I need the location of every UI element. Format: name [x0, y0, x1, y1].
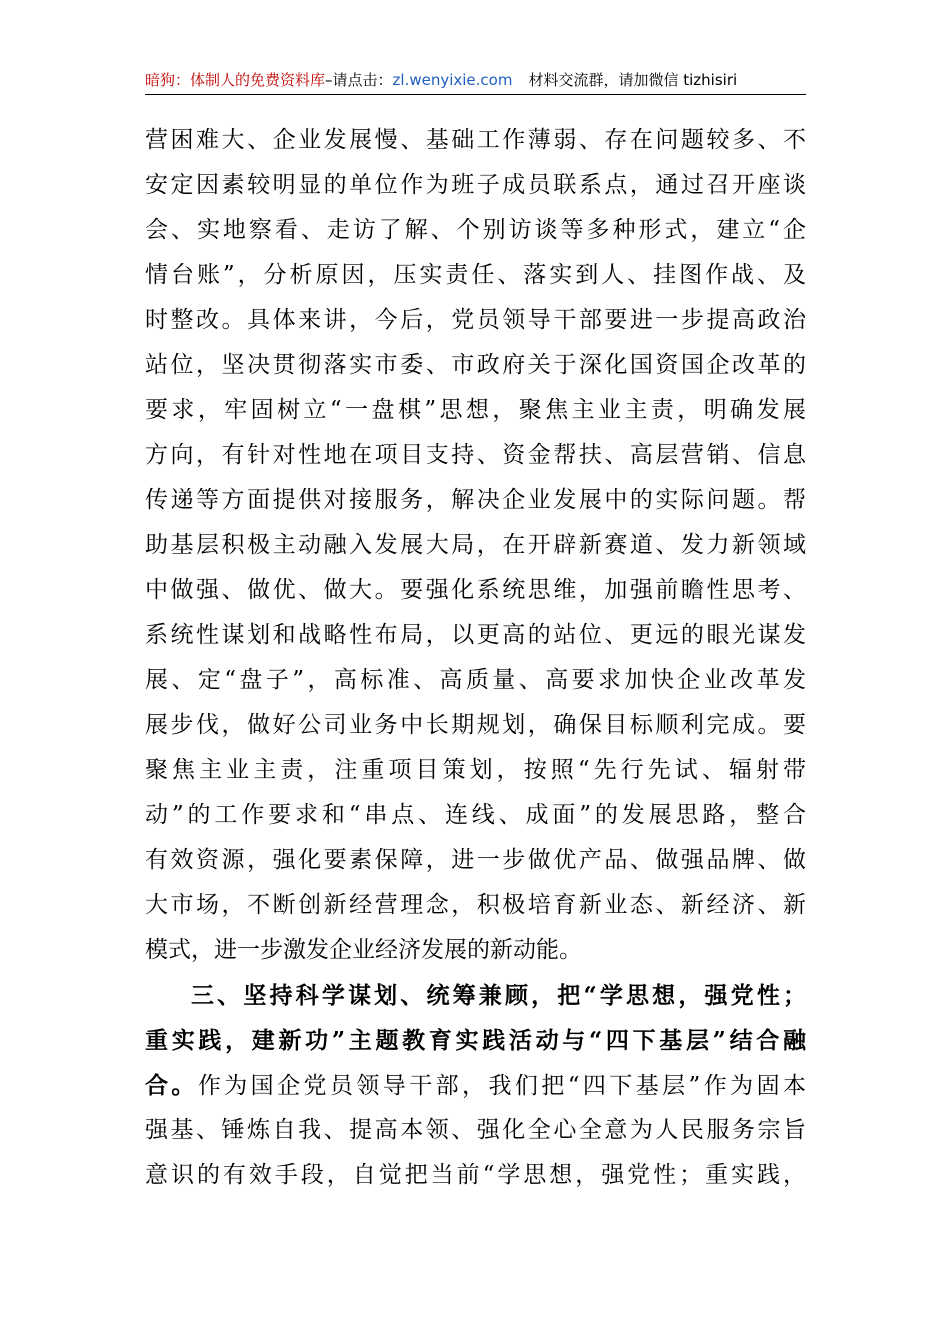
paragraph-line: 有效资源，强化要素保障，进一步做优产品、做强品牌、做 — [145, 847, 806, 873]
paragraph-line: 助基层积极主动融入发展大局，在开辟新赛道、发力新领域 — [145, 532, 806, 558]
paragraph-line: 方向，有针对性地在项目支持、资金帮扶、高层营销、信息 — [145, 442, 806, 468]
header-url-link[interactable]: zl.wenyixie.com — [392, 71, 513, 89]
paragraph-line: 聚焦主业主责，注重项目策划，按照“先行先试、辐射带 — [145, 757, 806, 783]
header-divider — [145, 94, 806, 95]
paragraph-line: 营困难大、企业发展慢、基础工作薄弱、存在问题较多、不 — [145, 127, 806, 153]
paragraph-line: 时整改。具体来讲，今后，党员领导干部要进一步提高政治 — [145, 307, 806, 333]
section-heading-line-1: 三、坚持科学谋划、统筹兼顾，把“学思想，强党性； — [191, 982, 806, 1009]
section-heading-line-2: 重实践，建新功”主题教育实践活动与“四下基层”结合融 — [145, 1027, 806, 1054]
paragraph-line-last: 模式，进一步激发企业经济发展的新动能。 — [145, 937, 582, 963]
section-heading-line-3 — [145, 1063, 806, 1108]
document-body — [145, 118, 806, 1198]
paragraph-line: 意识的有效手段，自觉把当前“学思想，强党性；重实践， — [145, 1162, 806, 1188]
header-brand: 暗狗：体制人的免费资料库 — [145, 71, 326, 89]
paragraph-line: 要求，牢固树立“一盘棋”思想，聚焦主业主责，明确发展 — [145, 397, 806, 423]
paragraph-line: 动”的工作要求和“串点、连线、成面”的发展思路，整合 — [145, 802, 806, 828]
paragraph-line: 展、定“盘子”，高标准、高质量、高要求加快企业改革发 — [145, 667, 806, 693]
section-line-3-rest: 作为国企党员领导干部，我们把“四下基层”作为固本 — [197, 1073, 806, 1099]
paragraph-line: 中做强、做优、做大。要强化系统思维，加强前瞻性思考、 — [145, 577, 806, 603]
paragraph-line: 展步伐，做好公司业务中长期规划，确保目标顺利完成。要 — [145, 712, 806, 738]
paragraph-line: 站位，坚决贯彻落实市委、市政府关于深化国资国企改革的 — [145, 352, 806, 378]
header-prompt: –请点击： — [325, 71, 393, 89]
page-header — [145, 68, 806, 92]
paragraph-line: 会、实地察看、走访了解、个别访谈等多种形式，建立“企 — [145, 217, 806, 243]
paragraph-line: 安定因素较明显的单位作为班子成员联系点，通过召开座谈 — [145, 172, 806, 198]
paragraph-line: 大市场，不断创新经营理念，积极培育新业态、新经济、新 — [145, 892, 806, 918]
header-note: 材料交流群，请加微信 tizhisiri — [528, 71, 738, 89]
paragraph-line: 情台账”，分析原因，压实责任、落实到人、挂图作战、及 — [145, 262, 806, 288]
paragraph-line: 强基、锤炼自我、提高本领、强化全心全意为人民服务宗旨 — [145, 1117, 806, 1143]
section-heading-tail: 合。 — [145, 1072, 198, 1099]
paragraph-line: 系统性谋划和战略性布局，以更高的站位、更远的眼光谋发 — [145, 622, 806, 648]
paragraph-line: 传递等方面提供对接服务，解决企业发展中的实际问题。帮 — [145, 487, 806, 513]
